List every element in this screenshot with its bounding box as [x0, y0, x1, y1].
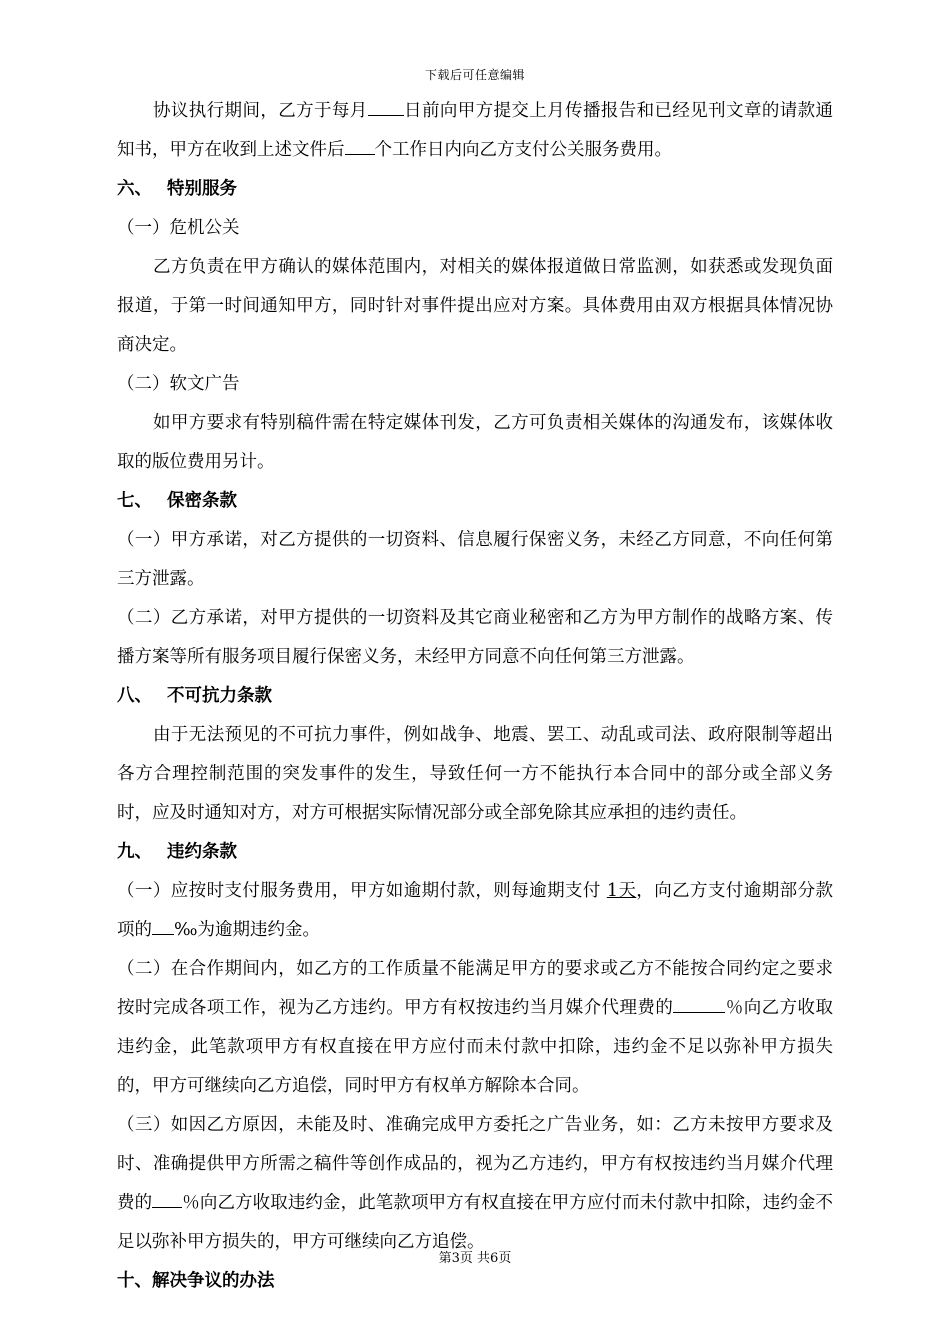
- clause: （三）如因乙方原因，未能及时、准确完成甲方委托之广告业务，如：乙方未按甲方要求及时、准确提供甲方所需之稿件等创作成品的，视为乙方违约，甲方有权按违约当月媒介代理费的 ％向乙方收取违约金，此笔款项甲方有权直接在甲方应付而未付款中扣除，违约金不足以弥补甲方损失的，甲方可继续向乙方追偿。: [117, 1115, 834, 1252]
- subsection-title: （二）软文广告: [117, 374, 240, 394]
- clause: （二）在合作期间内，如乙方的工作质量不能满足甲方的要求或乙方不能按合同约定之要求按时完成各项工作，视为乙方违约。甲方有权按违约当月媒介代理费的 ％向乙方收取违约金，此笔款项甲方有权直接在甲方应付而未付款中扣除，违约金不足以弥补甲方损失的，甲方可继续向乙方追偿，同时甲方有权单方解除本合同。: [117, 959, 834, 1096]
- section-heading-8: 八、 不可抗力条款: [117, 686, 272, 706]
- rate-blank: [152, 914, 174, 935]
- clause: （一）甲方承诺，对乙方提供的一切资料、信息履行保密义务，未经乙方同意，不向任何第三方泄露。: [117, 530, 833, 589]
- page-header: 下载后可任意编辑: [424, 68, 525, 82]
- document-body: [117, 92, 833, 1301]
- clause: （二）乙方承诺，对甲方提供的一切资料及其它商业秘密和乙方为甲方制作的战略方案、传播方案等所有服务项目履行保密义务，未经甲方同意不向任何第三方泄露。: [117, 608, 833, 667]
- page-footer: 第3页 共6页: [438, 1251, 512, 1266]
- clause: （一）应按时支付服务费用，甲方如逾期付款，则每逾期支付 1天，向乙方支付逾期部分款项的 ‰为逾期违约金。: [117, 881, 833, 940]
- day-blank: [368, 95, 404, 116]
- subsection-title: （一）危机公关: [117, 218, 240, 238]
- section-heading-6: 六、 特别服务: [117, 179, 237, 199]
- percent-blank: [152, 1187, 182, 1208]
- percent-blank: [673, 992, 725, 1013]
- section-heading-9: 九、 违约条款: [117, 842, 237, 862]
- workday-blank: [345, 134, 375, 155]
- overdue-days: 1天: [606, 881, 637, 901]
- payment-paragraph: 协议执行期间，乙方于每月 日前向甲方提交上月传播报告和已经见刊文章的请款通知书，甲方在收到上述文件后 个工作日内向乙方支付公关服务费用。: [117, 92, 833, 170]
- paragraph: 如甲方要求有特别稿件需在特定媒体刊发，乙方可负责相关媒体的沟通发布，该媒体收取的版位费用另计。: [117, 413, 833, 472]
- section-heading-10: 十、解决争议的办法: [117, 1271, 275, 1291]
- section-heading-7: 七、 保密条款: [117, 491, 237, 511]
- paragraph: 由于无法预见的不可抗力事件，例如战争、地震、罢工、动乱或司法、政府限制等超出各方合理控制范围的突发事件的发生，导致任何一方不能执行本合同中的部分或全部义务时，应及时通知对方，对方可根据实际情况部分或全部免除其应承担的违约责任。: [117, 725, 833, 823]
- paragraph: 乙方负责在甲方确认的媒体范围内，对相关的媒体报道做日常监测，如获悉或发现负面报道，于第一时间通知甲方，同时针对事件提出应对方案。具体费用由双方根据具体情况协商决定。: [117, 257, 833, 355]
